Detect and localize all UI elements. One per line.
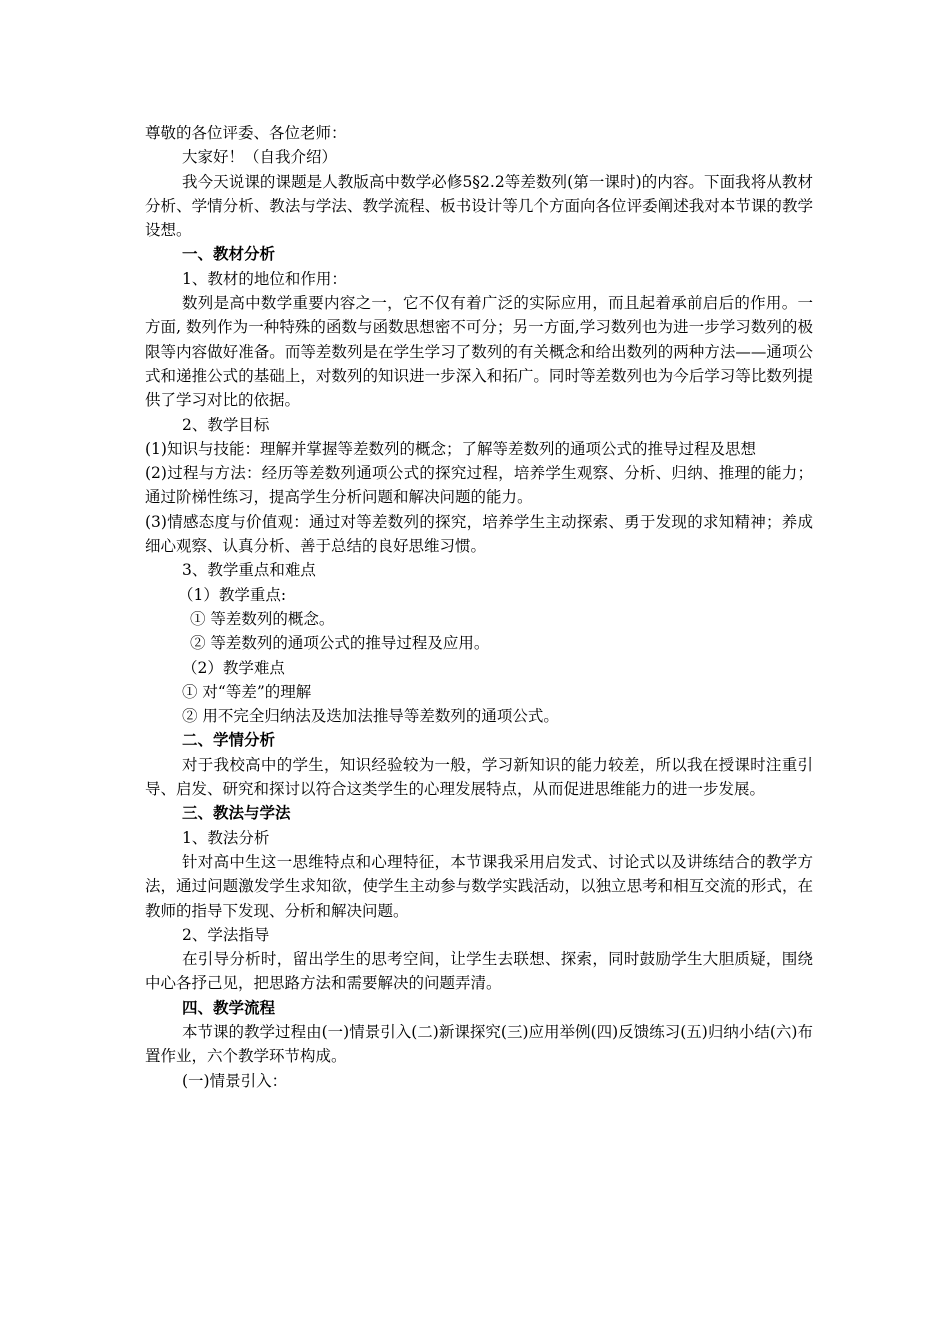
key-points-title: （1）教学重点: bbox=[178, 585, 287, 604]
paragraph-status-role: 数列是高中数学重要内容之一，它不仅有着广泛的实际应用，而且起着承前启后的作用。一方面, 数列作为一种特殊的函数与函数思想密不可分；另一方面,学习数列也为进一步学习数列的极限等内容做好准备。而等差数列是在学生学习了数列的有关概念和给出数列的两种方法——通项公式和递推公式的基础上，对数列的知识进一步深入和拓广。同时等差数列也为今后学习等比数列提供了学习对比的依据。 bbox=[145, 294, 813, 410]
paragraph-teaching-process: 本节课的教学过程由(一)情景引入(二)新课探究(三)应用举例(四)反馈练习(五)归纳小结(六)布置作业，六个教学环节构成。 bbox=[145, 1022, 813, 1066]
paragraph-learning-guidance: 在引导分析时，留出学生的思考空间，让学生去联想、探索，同时鼓励学生大胆质疑，围绕中心各抒己见，把思路方法和需要解决的问题弄清。 bbox=[145, 950, 813, 993]
section-heading-teaching-learning-methods: 三、教法与学法 bbox=[182, 803, 291, 823]
goal-attitudes-values: (3)情感态度与价值观：通过对等差数列的探究，培养学生主动探索、勇于发现的求知精神；养成细心观察、认真分析、善于总结的良好思维习惯。 bbox=[145, 512, 813, 556]
paragraph-student-analysis: 对于我校高中的学生，知识经验较为一般，学习新知识的能力较差，所以我在授课时注重引导、启发、研究和探讨以符合这类学生的心理发展特点，从而促进思维能力的进一步发展。 bbox=[145, 755, 813, 799]
difficult-point-2: ② 用不完全归纳法及迭加法推导等差数列的通项公式。 bbox=[182, 707, 559, 726]
paragraph-teaching-method: 针对高中生这一思维特点和心理特征，本节课我采用启发式、讨论式以及讲练结合的教学方法，通过问题激发学生求知欲，使学生主动参与数学实践活动，以独立思考和相互交流的形式，在教师的指导下发现、分析和解决问题。 bbox=[145, 852, 813, 920]
section-heading-student-analysis: 二、学情分析 bbox=[182, 730, 276, 750]
subheading-key-difficult-points: 3、教学重点和难点 bbox=[182, 561, 316, 580]
key-point-1: ① 等差数列的概念。 bbox=[190, 609, 335, 628]
subheading-learning-guidance: 2、学法指导 bbox=[182, 925, 270, 944]
subheading-status-role: 1、教材的地位和作用： bbox=[182, 269, 347, 288]
document-page bbox=[145, 121, 813, 1093]
difficult-points-title: （2）教学难点 bbox=[182, 658, 285, 677]
section-heading-textbook-analysis: 一、教材分析 bbox=[182, 244, 276, 264]
greeting: 尊敬的各位评委、各位老师： bbox=[145, 124, 347, 142]
section-heading-teaching-process: 四、教学流程 bbox=[182, 997, 276, 1017]
subheading-teaching-method: 1、教法分析 bbox=[182, 828, 270, 847]
hello-line: 大家好！（自我介绍） bbox=[182, 148, 338, 167]
key-point-2: ② 等差数列的通项公式的推导过程及应用。 bbox=[190, 634, 490, 653]
goal-process-methods: (2)过程与方法：经历等差数列通项公式的探究过程，培养学生观察、分析、归纳、推理的能力；通过阶梯性练习，提高学生分析问题和解决问题的能力。 bbox=[145, 464, 813, 507]
intro-paragraph: 我今天说课的课题是人教版高中数学必修5§2.2等差数列(第一课时)的内容。下面我将从教材分析、学情分析、教法与学法、教学流程、板书设计等几个方面向各位评委阐述我对本节课的教学设想。 bbox=[145, 172, 813, 240]
subheading-scenario-intro: (一)情景引入： bbox=[182, 1071, 288, 1090]
difficult-point-1: ① 对“等差”的理解 bbox=[182, 682, 312, 701]
subheading-teaching-goals: 2、教学目标 bbox=[182, 415, 270, 434]
goal-knowledge-skills: (1)知识与技能：理解并掌握等差数列的概念；了解等差数列的通项公式的推导过程及思想 bbox=[145, 439, 756, 458]
